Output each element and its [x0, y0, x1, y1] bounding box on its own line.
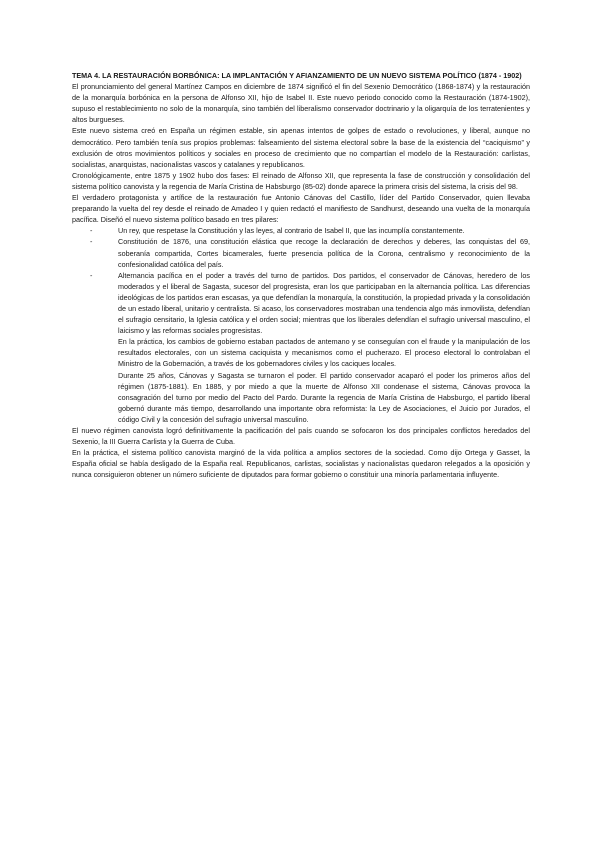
pillar-king: - Un rey, que respetase la Constitución y las leyes, al contrario de Isabel II, que las incumplía constantemente. [72, 225, 530, 236]
sub-paragraph-turno: Durante 25 años, Cánovas y Sagasta se turnaron el poder. El partido conservador acaparó el poder los primeros años del régimen (1875-1881). En 1885, y por miedo a que la muerte de Alfonso XII condenase el sistema, Cánovas provoca la consagración del turno por medio del Pacto del Pardo. Durante la regencia de María Cristina de Habsburgo, el partido liberal gobernó durante más tiempo, desarrollando una importante obra reformista: la Ley de Asociaciones, el Juicio por Jurados, el código Civil y la concesión del sufragio universal masculino. [118, 370, 530, 424]
pillar-constitution: - Constitución de 1876, una constitución elástica que recoge la declaración de derechos y deberes, las conquistas del 69, soberanía compartida, Cortes bicamerales, fuerte presencia política de la Corona, centralismo y reconocimiento de la confesionalidad católica del país. [72, 236, 530, 269]
pillars-list [72, 225, 530, 336]
paragraph-canovas: El verdadero protagonista y artífice de la restauración fue Antonio Cánovas del Castillo, líder del Partido Conservador, quien llevaba preparando la vuelta del rey desde el reinado de Amadeo I y quien redactó el manifiesto de Sandhurst, deseando una vuelta de la monarquía pacífica. Diseñó el nuevo sistema político basado en tres pilares: [72, 193, 530, 225]
paragraph-pacification: El nuevo régimen canovista logró definitivamente la pacificación del país cuando se sofocaron los dos principales conflictos heredados del Sexenio, la III Guerra Carlista y la Guerra de Cuba. [72, 426, 530, 447]
sub-paragraph-practice: En la práctica, los cambios de gobierno estaban pactados de antemano y se conseguían con el fraude y la manipulación de los resultados electorales, con un sistema caciquista y mecanismos como el pucherazo. El proceso electoral lo controlaban el Ministro de la Gobernación, a través de los gobernadores civiles y los caciques locales. [118, 337, 530, 369]
paragraph-system: Este nuevo sistema creó en España un régimen estable, sin apenas intentos de golpes de estado o revoluciones, y liberal, aunque no democrático. Pero también tenía sus propios problemas: falseamiento del sistema electoral sobre la base de la existencia del “caciquismo” y exclusión de otros movimientos políticos y sociales en proceso de crecimiento que no compartían el modelo de la Restauración: carlistas, socialistas, anarquistas, nacionalistas vascos y catalanes y republicanos. [72, 126, 530, 169]
pillar-alternation: - Alternancia pacífica en el poder a través del turno de partidos. Dos partidos, el conservador de Cánovas, heredero de los moderados y el liberal de Sagasta, sucesor del progresista, eran los que participaban en la alternancia política. Las diferencias ideológicas de los partidos eran escasas, ya que defendían la monarquía, la constitución, la propiedad privada y la consolidación de un estado liberal, unitario y centralista. Si acaso, los conservadores mostraban una tendencia algo más inmovilista, defendían el sufragio censitario, la Iglesia católica y el orden social; mientras que los liberales defendían el sufragio universal masculino, el laicismo y las reformas sociales progresistas. [72, 270, 530, 337]
paragraph-chronology: Cronológicamente, entre 1875 y 1902 hubo dos fases: El reinado de Alfonso XII, que representa la fase de construcción y consolidación del sistema político canovista y la regencia de María Cristina de Habsburgo (85-02) donde aparece la primera crisis del sistema, la crisis del 98. [72, 170, 530, 191]
paragraph-marginalization: En la práctica, el sistema político canovista marginó de la vida política a amplios sectores de la sociedad. Como dijo Ortega y Gasset, la España oficial se había desligado de la España real. Republicanos, carlistas, socialistas y nacionalistas quedaron relegados a la oposición y nunca consiguieron obtener un número suficiente de diputados para formar gobierno o constituir una minoría parlamentaria influyente. [72, 448, 530, 480]
document-title: TEMA 4. LA RESTAURACIÓN BORBÓNICA: LA IMPLANTACIÓN Y AFIANZAMIENTO DE UN NUEVO SISTEMA POLÍTICO (1874 - 1902) [72, 71, 522, 80]
paragraph-intro: El pronunciamiento del general Martínez Campos en diciembre de 1874 significó el fin del Sexenio Democrático (1868-1874) y la restauración de la monarquía borbónica en la persona de Alfonso XII, hijo de Isabel II. Este nuevo periodo conocido como la Restauración (1874-1902), supuso el restablecimiento no solo de la monarquía, sino también del liberalismo conservador doctrinario y la oligarquía de los terratenientes y altos burgueses. [72, 82, 530, 125]
document-page [72, 70, 530, 480]
